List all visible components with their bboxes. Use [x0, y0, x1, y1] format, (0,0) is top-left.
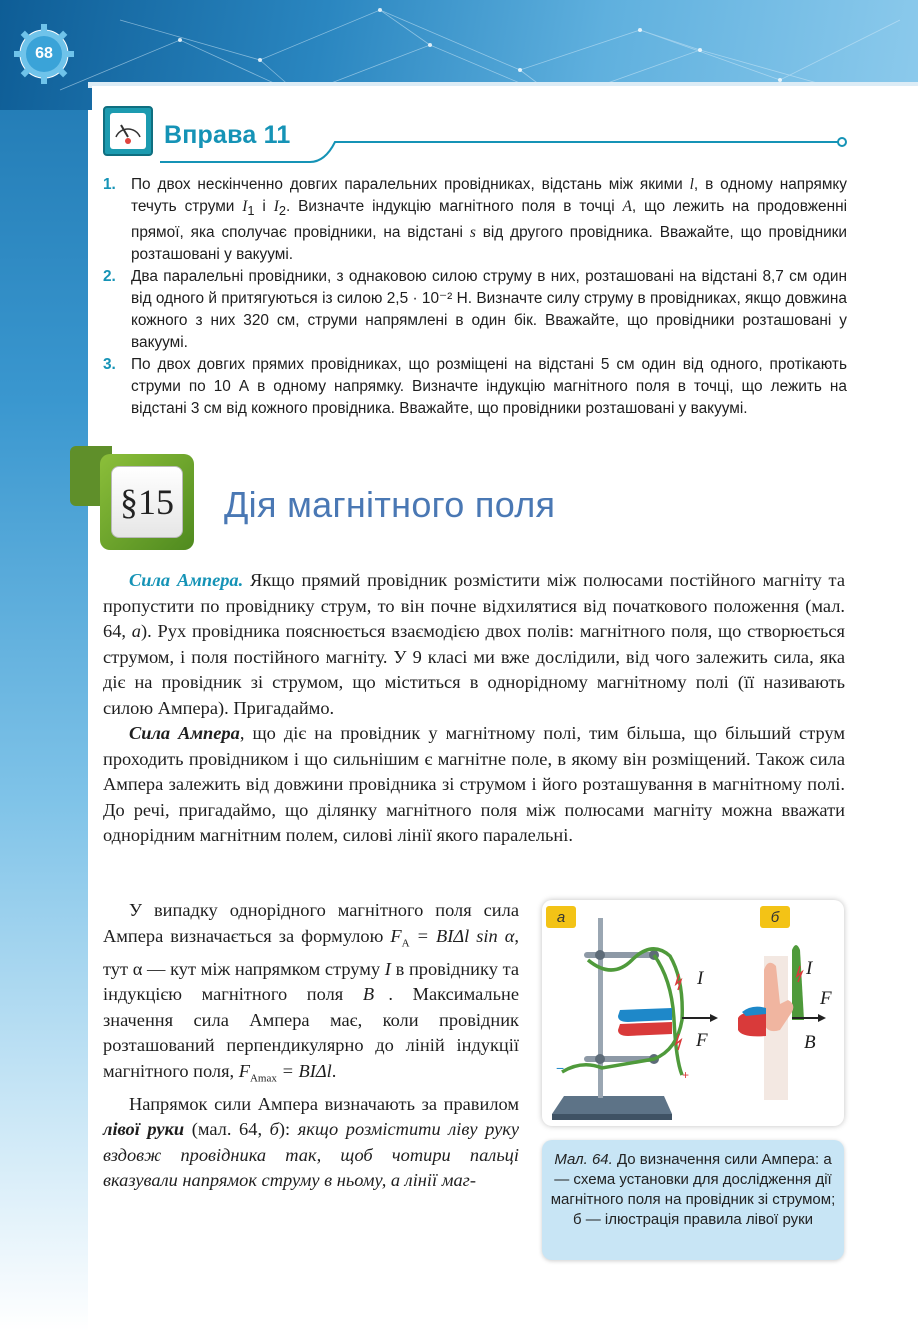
figure-caption — [542, 1140, 844, 1260]
paragraph-text: , що діє на провідник у магнітному полі, тим більша, що більший струм проходить провідником і що сильнішим є магнітне поле, в якому він розміщений. Також сила Ампера залежить від довжини провідника зі струмом і його розташування в магнітному полі. До речі, пригадаймо, що ділянку магнітного поля між полюсами магніту можна вважати однорідним магнітним полем, силові лінії якого паралельні. — [103, 723, 845, 845]
paragraph-text: ). Рух провідника пояснюється взаємодією двох полів: магнітного поля, що створюється струмом, і поля постійного магніту. У 9 класі ми вже дослідили, від чого залежить сила, яка діє на провідник зі струмом, що міститься в однорідному магнітному полі (її називають силою Ампера). Пригадаймо. — [103, 621, 845, 718]
exercise-text: , в одному напрямку течуть струми — [131, 176, 847, 215]
paragraph-text: в провіднику та індукцією магнітного поля — [103, 958, 519, 1005]
force-symbol: F — [696, 1030, 708, 1051]
induction-symbol: B — [804, 1032, 816, 1053]
figure-label-a: а — [546, 906, 576, 928]
ampere-max-formula — [238, 1060, 332, 1085]
figure-label-b: б — [760, 906, 790, 928]
section-badge — [100, 454, 194, 550]
ampere-formula — [390, 925, 515, 950]
plus-terminal: + — [682, 1068, 690, 1082]
term-lead: Сила Ампера. — [129, 570, 244, 590]
page-number: 68 — [35, 45, 53, 62]
exercise-text: , що лежить на продовженні прямої, яка сполучає провідники, на відстані — [131, 198, 848, 242]
paragraph — [103, 898, 519, 1092]
exercise-text: . Визначте індукцію магнітного поля в точці — [285, 198, 623, 215]
caption-head: Мал. 64. — [554, 1151, 613, 1168]
gauge-icon — [103, 106, 153, 156]
paragraph-text: . — [331, 1060, 337, 1081]
paragraph-text: , тут α — кут між напрямком струму — [103, 925, 519, 979]
force-symbol: F — [820, 988, 832, 1009]
figure-ref: а — [131, 621, 141, 641]
exercise-text: від другого провідника. Вважайте, що провідники розташовані у вакуумі. — [131, 224, 847, 264]
paragraph-text: У випадку однорідного магнітного поля сила Ампера визначається за формулою — [103, 900, 519, 946]
paragraph — [103, 721, 845, 849]
paragraph-text: . Максимальне значення сила Ампера має, коли провідник розташований перпендикулярно до ліній індукції магнітного поля, — [103, 984, 519, 1081]
figure-ref: б — [269, 1119, 279, 1140]
current-symbol: I — [806, 958, 813, 979]
formula-symbol: F — [390, 925, 402, 946]
exercise-title: Вправа 11 — [164, 121, 291, 149]
paragraph — [103, 1092, 519, 1194]
symbol: I — [384, 958, 391, 979]
exercise-text: і — [254, 198, 274, 215]
formula-rest: = BIΔl sin α — [409, 925, 515, 946]
body-text — [103, 568, 845, 849]
apparatus-illustration — [542, 900, 844, 1126]
rule-statement: якщо розмістити ліву руку вздовж провідника так, щоб чотири пальці вказували напрямок струму в ньому, а лінії маг- — [103, 1119, 519, 1191]
exercise-number: 1. — [103, 176, 116, 193]
exercise-item — [103, 174, 847, 266]
symbol: A — [622, 198, 632, 215]
paragraph-text: ): — [278, 1119, 298, 1140]
symbol: s — [469, 224, 476, 242]
formula-rest: = BIΔl — [276, 1060, 332, 1081]
symbol: I — [242, 198, 248, 215]
symbol: I — [273, 198, 279, 215]
symbol: l — [689, 176, 694, 193]
subscript: 1 — [247, 203, 255, 219]
exercise-item — [103, 266, 847, 354]
paragraph-text: Напрямок сили Ампера визначають за правилом — [129, 1093, 519, 1114]
exercise-list — [103, 174, 847, 420]
exercise-number: 3. — [103, 356, 116, 374]
caption-text: До визначення сили Ампера: а — схема установки для дослідження дії магнітного поля на провідник зі струмом; б — ілюстрація правила лівої руки — [550, 1151, 836, 1228]
paragraph — [103, 568, 845, 721]
subscript: 2 — [278, 203, 286, 219]
figure-64 — [542, 900, 844, 1126]
paragraph-text: Якщо прямий провідник розмістити між полюсами постійного магніту та пропустити по провіднику струм, то він почне відхилятися від початкового положення (мал. 64, — [103, 570, 845, 641]
formula-subscript: A — [401, 937, 410, 950]
exercise-text: По двох нескінченно довгих паралельних провідниках, відстань між якими — [131, 176, 690, 193]
rule-term: лівої руки — [103, 1119, 185, 1140]
section-number: §15 — [111, 466, 183, 538]
exercise-text: По двох довгих прямих провідниках, що розміщені на відстані 5 см один від одного, протікають струми по 10 А в одному напрямку. Визначте індукцію магнітного поля в точці, що лежить на відстані 3 см від кожного провідника. Вважайте, що провідники розташовані у вакуумі. — [131, 356, 847, 418]
section-title: Дія магнітного поля — [224, 484, 556, 525]
exercise-number: 2. — [103, 268, 116, 286]
symbol: B⃗ — [362, 984, 389, 1005]
current-symbol: I — [697, 968, 704, 989]
formula-symbol: F — [238, 1060, 250, 1081]
paragraph-text: (мал. 64, — [184, 1119, 270, 1140]
minus-terminal: − — [556, 1060, 565, 1076]
exercise-item — [103, 354, 847, 420]
formula-subscript: Amax — [249, 1072, 277, 1085]
term-lead: Сила Ампера — [129, 723, 240, 743]
column-text — [103, 898, 519, 1194]
side-decoration — [0, 0, 88, 1332]
exercise-text: Два паралельні провідники, з однаковою силою струму в них, розташовані на відстані 8,7 см один від одного й притягуються із силою 2,5 · 10⁻² Н. Визначте силу струму в провідниках, якщо довжина кожного з них 320 см, струми напрямлені в один бік. Вважайте, що провідники розташовані у вакуумі. — [131, 268, 847, 352]
